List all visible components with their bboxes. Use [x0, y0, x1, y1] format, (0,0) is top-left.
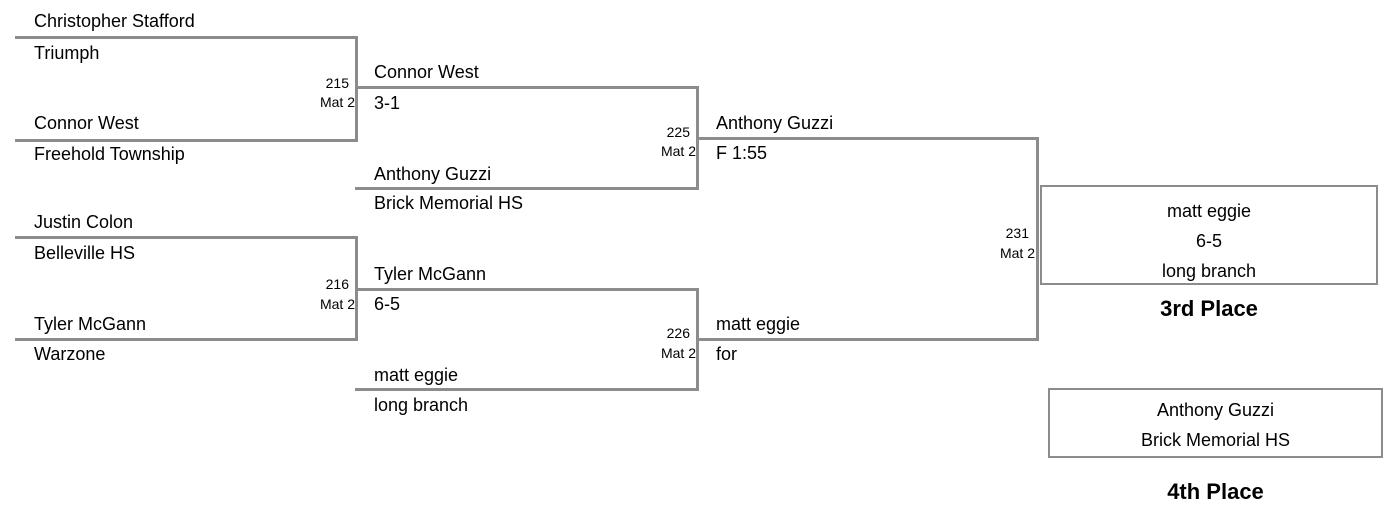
match-score: 6-5: [374, 294, 401, 314]
mat-label: Mat 2: [319, 296, 355, 312]
mat-label: Mat 2: [660, 143, 696, 159]
wrestler-name: Anthony Guzzi: [716, 113, 834, 133]
wrestler-team: Warzone: [34, 344, 106, 364]
fourth-place-box: [1048, 388, 1383, 458]
wrestler-team: Brick Memorial HS: [374, 193, 524, 213]
bout-number: 226: [666, 325, 690, 341]
wrestler-name: Tyler McGann: [34, 314, 147, 334]
mat-label: Mat 2: [660, 345, 696, 361]
bracket-line: [355, 86, 699, 89]
match-score: for: [716, 344, 738, 364]
bracket-line: [15, 36, 358, 39]
mat-label: Mat 2: [319, 94, 355, 110]
wrestler-team: long branch: [374, 395, 469, 415]
bracket-line: [355, 388, 699, 391]
bracket-line: [355, 288, 699, 291]
wrestler-name: Justin Colon: [34, 212, 134, 232]
wrestler-team: Freehold Township: [34, 144, 185, 164]
wrestler-name: Connor West: [374, 62, 479, 82]
fourth-place-label: 4th Place: [1167, 479, 1264, 504]
wrestler-name: matt eggie: [374, 365, 459, 385]
bout-number: 231: [1005, 225, 1029, 241]
third-place-score: 6-5: [1195, 231, 1222, 251]
bout-number: 225: [666, 124, 690, 140]
bracket-line: [696, 338, 1039, 341]
wrestler-name: matt eggie: [716, 314, 801, 334]
bracket-line: [355, 187, 699, 190]
bracket-line: [15, 338, 358, 341]
third-place-box: [1040, 185, 1378, 285]
wrestler-name: Christopher Stafford: [34, 11, 195, 31]
bracket-line: [15, 236, 358, 239]
wrestler-name: Tyler McGann: [374, 264, 487, 284]
match-score: 3-1: [374, 93, 401, 113]
match-score: F 1:55: [716, 143, 768, 163]
bracket-line: [15, 139, 358, 142]
bout-number: 216: [325, 276, 349, 292]
third-place-name: matt eggie: [1166, 201, 1252, 221]
bout-number: 215: [325, 75, 349, 91]
bracket-line: [696, 137, 1039, 140]
fourth-place-name: Anthony Guzzi: [1156, 400, 1275, 420]
wrestler-team: Triumph: [34, 43, 100, 63]
mat-label: Mat 2: [999, 245, 1035, 261]
bracket-line: [355, 36, 358, 142]
third-place-team: long branch: [1161, 261, 1257, 281]
wrestler-team: Belleville HS: [34, 243, 136, 263]
wrestler-name: Connor West: [34, 113, 139, 133]
bracket-line: [1036, 137, 1039, 341]
wrestler-name: Anthony Guzzi: [374, 164, 492, 184]
third-place-label: 3rd Place: [1160, 296, 1258, 321]
fourth-place-team: Brick Memorial HS: [1140, 430, 1291, 450]
